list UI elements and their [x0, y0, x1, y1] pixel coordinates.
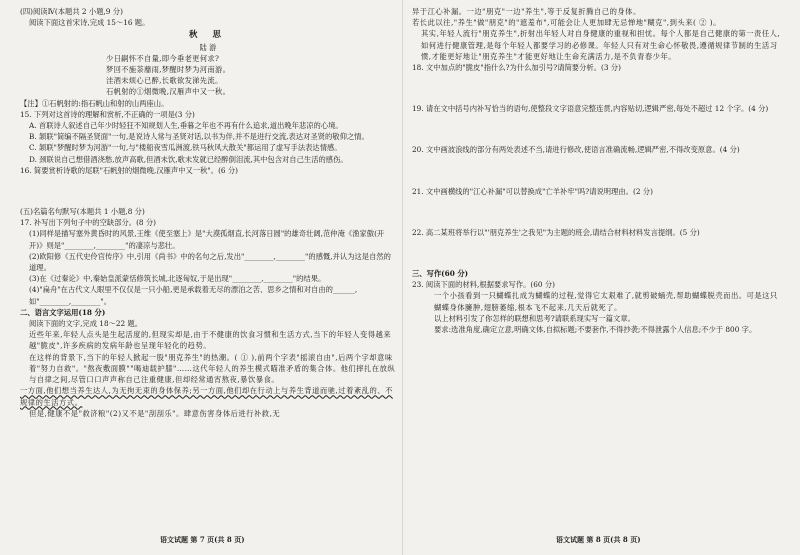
question-15-stem: 15. 下列对这首诗的理解和赏析,不正确的一项是(3 分) [20, 109, 195, 119]
question-20: 20. 文中画波浪线的部分有两处表述不当,请进行修改,使语言准确流畅,逻辑严密,不得改变原意。(4 分) [412, 145, 740, 155]
passage-paragraph: 近些年来,年轻人点头是生起活度的,但现实却是,由于不健康的饮食习惯和生活方式,当下的年轻人变得越来越"脆皮",许多疾病的发病年龄也呈现年轻化的趋势。 [29, 330, 392, 351]
q15-option-a: A. 首联诗人叙述自己年少时轻狂不知规划人生,垂暮之年也不再有什么追求,道出晚年悲凉的心境。 [29, 121, 343, 131]
question-16: 16. 简要赏析诗歌的尾联"石帆射的烟微晚,汉雁声中又一秋"。(6 分) [20, 165, 239, 175]
q23-prompt: 以上材料引发了你怎样的联想和思考?请联系现实写一篇文章。 [434, 313, 635, 323]
poem-line: 洼酒未烦心已醉,长歌欲发涕先流。 [106, 76, 223, 86]
section-3-header: 三、写作(60 分) [412, 269, 469, 279]
question-19: 19. 请在文中括号内补写恰当的语句,使整段文字语意完整连贯,内容贴切,逻辑严密,每处不超过 12 个字。(4 分) [412, 104, 769, 114]
question-22: 22. 高二某班将举行以"'朋克养生'之我见"为主题的班会,请结合材料材料发言提纲。(5 分) [412, 227, 700, 237]
question-17-stem: 17. 补写出下列句子中的空缺部分。(8 分) [20, 218, 157, 228]
passage-wavy-sentence: 一方面,他们想当养生达人,为无拘无束的身体保养;另一方面,他们却在行动上与养生背道而驰,过着紊乱的、不规律的生活方式。 [20, 386, 393, 407]
poem-line: 少日嗣怀不自量,即今垂老更何求? [106, 53, 220, 63]
right-page [412, 6, 784, 335]
q23-material: 一个小孩看到一只蝴蝶扎成为蝴蝶的过程,觉得它太艰难了,就剪破蛹壳,帮助蝴蝶脱壳而出。可是这只蝴蝶身体臃肿,翅膀萎缩,根本飞不起来,几天后就死了。 [434, 291, 778, 312]
section-4-intro: 阅读下面这首宋诗,完成 15～16 题。 [29, 18, 150, 28]
q15-option-d: D. 颈联说自己想借酒浇愁,放声高歌,但酒未饮,歌未发就已经醉倒泪流,其中包含对自己生活的感伤。 [29, 154, 348, 164]
passage-continued: 其实,年轻人流行"朋克养生",折射出年轻人对自身健康的重视和担忧。每个人都是自己健康的第一责任人,如何进行健康管理,是每个年轻人都要学习的必修课。年轻人只有对生命心怀敬畏,遵循规律节制的生活习惯,才能更好地让"朋克养生"才能更好地让生命充满活力,是不负青春少年。 [421, 29, 781, 61]
page-footer-right: 语文试题 第 8 页(共 8 页) [556, 535, 641, 544]
q17-item-1: (1)同样是描写塞外黄昏时的风景,王维《使至塞上》是"大漠孤烟直,长河落日圆"的雄奇壮阔,范仲淹《渔家傲(开开)》则是"________,________"的凄凉与悲壮。 [29, 229, 385, 250]
passage-paragraph: 在这样的背景下,当下的年轻人掀起一股"朋克养生"的热潮。( ① ),前两个字表"摇滚自由",后两个字却意味着"努力自救"。"熬夜敷面膜""喝迪载护膝"……这代年轻人的养生模式瞄准矛盾的集合体。他们摔扎在放纵与自律之间,尽管口口声声称自己注重健康,但却经常通宵熬夜,暴饮暴食。 [29, 352, 396, 385]
section-5-header: (五)名篇名句默写(本题共 1 小题,8 分) [20, 207, 145, 217]
poem-note: 【注】①石帆射的:指石帆山和射的山两座山。 [20, 98, 169, 108]
page-footer-left: 语文试题 第 7 页(共 8 页) [160, 535, 245, 544]
poem-title: 秋 思 [189, 30, 227, 41]
left-page [20, 6, 396, 419]
page-divider [402, 0, 403, 555]
q17-item-3: (3)在《过秦论》中,秦始皇派蒙恬修筑长城,北逐匈奴,于是出现"________,________"的结果。 [29, 274, 326, 284]
poem-line: 石帆射的①烟微晚,汉雁声中又一秋。 [106, 87, 231, 97]
q23-requirements: 要求:选准角度,确定立意,明确文体,自拟标题;不要套作,不得抄袭;不得泄露个人信息;不少于 800 字。 [434, 325, 757, 335]
passage-continued: 异于江心补漏。一边"朋克"一边"养生",等于反复折腾自己的身体。 [412, 7, 641, 16]
section-4-header: (四)阅读Ⅳ(本题共 2 小题,9 分) [20, 7, 123, 16]
question-18: 18. 文中加点的"脆皮"指什么?为什么加引号?请简要分析。(3 分) [412, 63, 621, 73]
q15-option-b: B. 颔联"简编不隔圣贤面"一句,是说诗人常与圣贤对话,以书为伴,并不是进行交流,表达对圣贤的敬仰之情。 [29, 132, 369, 142]
section-2-header: 二、语言文字运用(18 分) [20, 307, 106, 317]
question-21: 21. 文中画横线的"江心补漏"可以替换成"亡羊补牢"吗?请说明理由。(2 分) [412, 186, 653, 196]
q17-item-2: (2)欧阳修《五代史伶官传序》中,引用《尚书》中的名句之后,发出"________,________"的感慨,并认为这是自然的道理。 [29, 251, 391, 273]
q17-item-4: (4)"扁舟"在古代文人眼里不仅仅是一只小船,更是承载着无尽的漂泊之苦、思乡之情和对自由的______,如"________,________"。 [29, 285, 358, 306]
poem-author: 陆 游 [199, 42, 217, 52]
passage-continued: 若长此以往,"养生"做"朋克"的"遮羞布",可能会让人更加肆无忌惮地"糊克",到头来( ② )。 [412, 18, 721, 28]
poem-line: 梦回不施荼蘼雨,梦醒时梦为河南游。 [106, 65, 231, 75]
question-23-stem: 23. 阅读下面的材料,根据要求写作。(60 分) [412, 280, 555, 290]
passage-paragraph: 但是,健康不是"救济粮"(2)又不是"刮刮乐"。肆意伤害身体后进行补救,无 [29, 408, 281, 418]
section-2-intro: 阅读下面的文字,完成 18～22 题。 [29, 319, 143, 329]
q15-option-c: C. 颔联"梦醒时梦为河游"一句,与"楼船夜雪瓜洲渡,铁马秋风大散关"都运用了虚写手法表达情感。 [29, 143, 342, 153]
